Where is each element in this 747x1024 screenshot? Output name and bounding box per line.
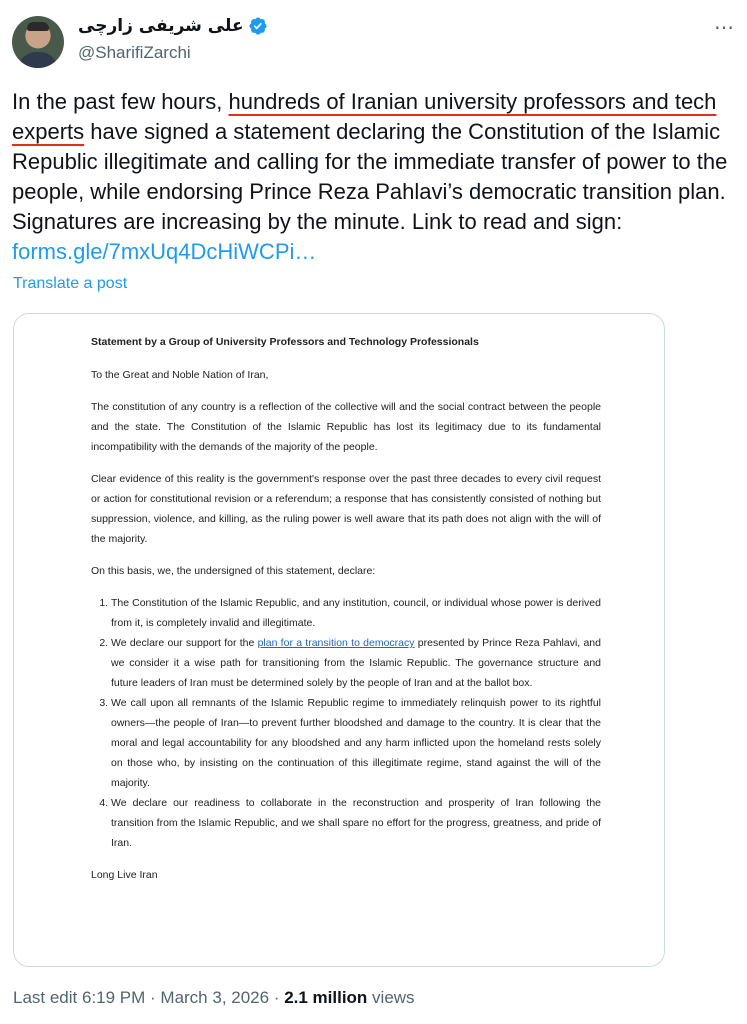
post-header bbox=[12, 12, 735, 72]
document-closing: Long Live Iran bbox=[91, 869, 158, 881]
declaration-item-4: 4. We declare our readiness to collaborate in the reconstruction and prosperity of Iran following the transition from the Islamic Republic, and we shall spare no effort for the progress, greatness, and pride of Iran. bbox=[111, 793, 601, 853]
author-name-row[interactable] bbox=[78, 16, 268, 36]
more-options-icon[interactable]: ⋯ bbox=[714, 17, 735, 39]
edit-timestamp[interactable]: Last edit 6:19 PM · March 3, 2026 · bbox=[13, 988, 285, 1007]
post-metadata bbox=[13, 988, 415, 1008]
views-count: 2.1 million bbox=[284, 988, 368, 1007]
declaration-list bbox=[91, 593, 601, 853]
declaration-item-1: 1. The Constitution of the Islamic Republic, and any institution, council, or individual whose power is derived from it, is completely invalid and illegitimate. bbox=[111, 593, 601, 633]
document-title: Statement by a Group of University Professors and Technology Professionals bbox=[91, 336, 479, 348]
transition-plan-link: plan for a transition to democracy bbox=[257, 637, 415, 649]
post-text-intro: In the past few hours, bbox=[12, 89, 229, 114]
document-declare-intro: On this basis, we, the undersigned of this statement, declare: bbox=[91, 565, 376, 577]
declaration-item-3: 3. We call upon all remnants of the Islamic Republic regime to immediately relinquish power to its rightful owners—the people of Iran—to prevent further bloodshed and damage to the country. It is clear that the moral and legal accountability for any bloodshed and any harm inflicted upon the homeland rests solely on those who, by insisting on the continuation of this illegitimate regime, stand against the will of the majority. bbox=[111, 693, 601, 793]
views-label: views bbox=[367, 988, 415, 1007]
statement-document bbox=[91, 332, 601, 897]
author-handle[interactable]: @SharifiZarchi bbox=[78, 43, 191, 62]
form-link[interactable]: forms.gle/7mxUq4DcHiWCPi… bbox=[12, 239, 317, 264]
avatar[interactable] bbox=[12, 16, 64, 68]
document-paragraph-2: Clear evidence of this reality is the government's response over the past three decades to every civil request or action for constitutional revision or a referendum; a response that has consistently consisted of nothing but suppression, violence, and killing, as the ruling power is well aware that its path does not align with the will of the majority. bbox=[91, 473, 601, 545]
highlighted-phrase: hundreds of Iranian university professors and tech experts bbox=[12, 89, 717, 144]
statement-image-card[interactable] bbox=[13, 313, 665, 967]
document-paragraph-1: The constitution of any country is a reflection of the collective will and the social contract between the people and the state. The Constitution of the Islamic Republic has lost its legitimacy due to its fundamental incompatibility with the demands of the majority of the people. bbox=[91, 401, 601, 453]
verified-badge-icon bbox=[248, 16, 268, 36]
translate-post-link[interactable]: Translate a post bbox=[13, 275, 128, 292]
post-text bbox=[12, 87, 739, 267]
declaration-item-2: 2. We declare our support for the plan for a transition to democracy presented by Prince Reza Pahlavi, and we consider it a wise path for transitioning from the Islamic Republic. The governance structure and future leaders of Iran must be determined solely by the people of Iran and at the ballot box. bbox=[111, 633, 601, 693]
document-salutation: To the Great and Noble Nation of Iran, bbox=[91, 369, 269, 381]
author-display-name[interactable]: علی شریفی زارچی bbox=[78, 16, 244, 36]
post-text-body: have signed a statement declaring the Constitution of the Islamic Republic illegitimate and calling for the immediate transfer of power to the people, while endorsing Prince Reza Pahlavi’s democratic transition plan. Signatures are increasing by the minute. Link to read and sign: bbox=[12, 119, 728, 234]
